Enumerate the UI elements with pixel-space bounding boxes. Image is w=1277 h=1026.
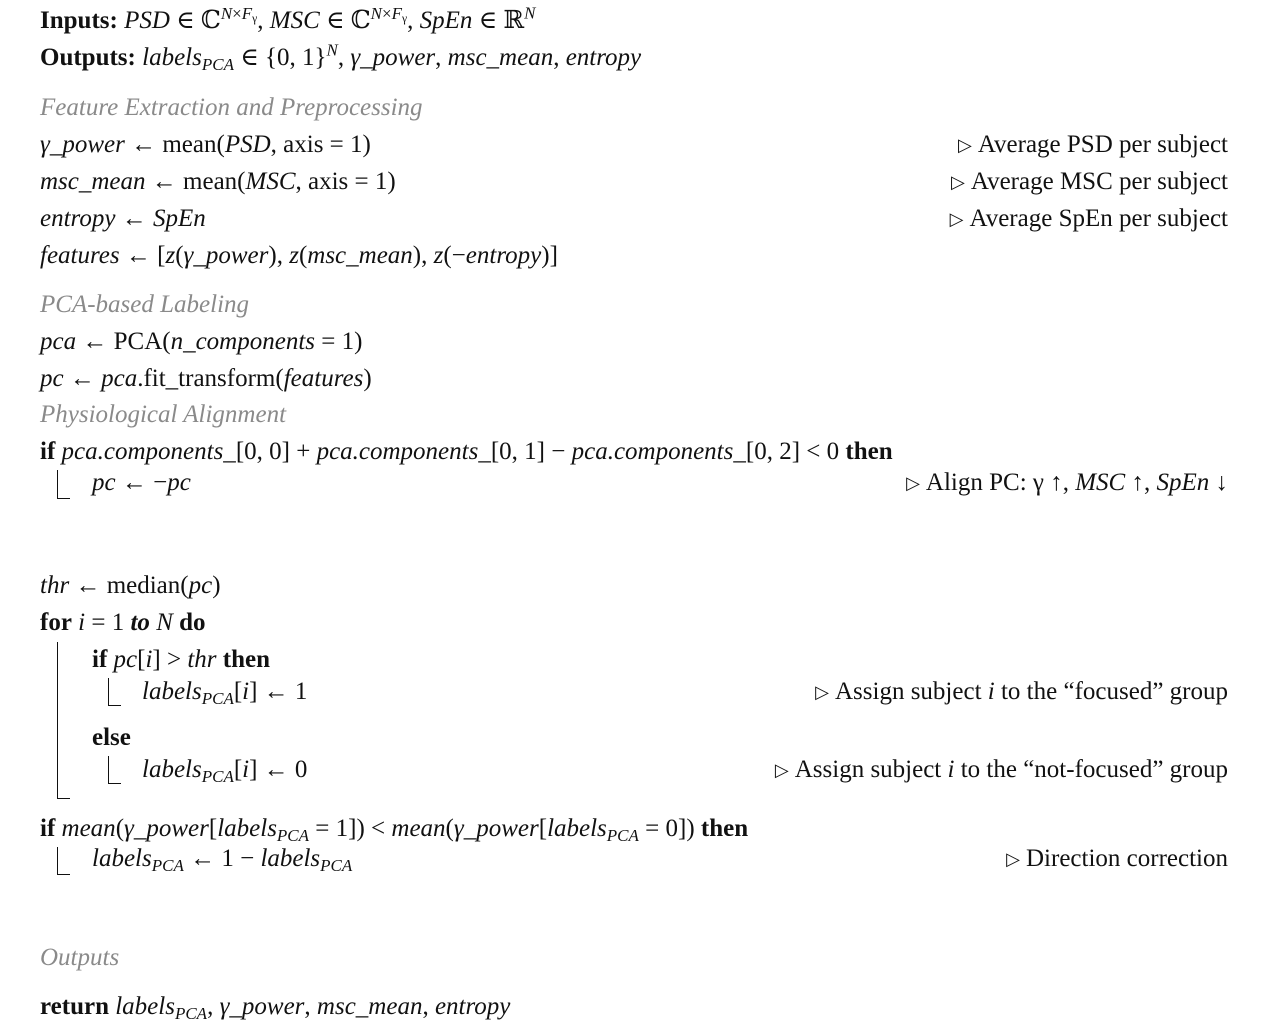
comment-triangle-icon: ▷ [949, 209, 964, 229]
comment-triangle-icon: ▷ [815, 682, 829, 702]
threshold-line: thr ← median(pc) [40, 572, 221, 599]
comment-triangle-icon: ▷ [957, 135, 972, 155]
pc-line: pc ← pca.fit_transform(features) [40, 365, 372, 392]
comment-msc: ▷ Average MSC per subject [951, 168, 1228, 195]
inner-if-line: if pc[i] > thr then [92, 646, 271, 673]
else-line: else [92, 724, 131, 751]
for-block-end [57, 798, 70, 799]
entropy-line: entropy ← SpEn ▷ Average SpEn per subject [40, 202, 1228, 236]
for-block-line [57, 642, 58, 798]
if-block-end [108, 705, 121, 706]
comment-not-focused: ▷ Assign subject i to the “not-focused” group [774, 756, 1228, 783]
section-physiological-alignment: Physiological Alignment [40, 401, 287, 428]
comment-triangle-icon: ▷ [1006, 849, 1020, 869]
comment-triangle-icon: ▷ [951, 172, 965, 192]
features-line: features ← [z(γ_power), z(msc_mean), z(−entropy)] [40, 242, 558, 269]
align-if-line: if pca.components_[0, 0] + pca.components_[0, 1] − pca.components_[0, 2] < 0 then [40, 438, 893, 465]
inputs-line: Inputs: PSD ∈ ℂ$^{N\times F_\gamma}$, MSC ∈ ℂ$^{N\times F_\gamma}$, SpEn ∈ ℝ$^N$ [40, 3, 536, 34]
outputs-line: Outputs: labels$_{PCA}$ ∈ {0, 1}$^N$, γ_power, msc_mean, entropy [40, 40, 642, 74]
for-line: for i = 1 to N do [40, 609, 206, 636]
else-block-end [108, 783, 121, 784]
section-outputs: Outputs [40, 944, 120, 971]
negate-pc-line: pc ← −pc ▷ Align PC: γ ↑, MSC ↑, SpEn ↓ [92, 466, 1228, 500]
direction-if-line: if mean(γ_power[labels$_{PCA}$ = 1]) < mean(γ_power[labels$_{PCA}$ = 0]) then [40, 815, 749, 845]
comment-spen: ▷ Average SpEn per subject [949, 205, 1228, 232]
comment-align-pc: ▷ Align PC: γ ↑, MSC ↑, SpEn ↓ [906, 469, 1228, 496]
return-line: return labels$_{PCA}$, γ_power, msc_mean, entropy [40, 993, 511, 1023]
flip-labels-line: labels$_{PCA}$ ← 1 − labels$_{PCA}$ ▷ Direction correction [92, 842, 1228, 876]
direction-block-end [57, 874, 70, 875]
direction-block-line [57, 847, 58, 874]
inputs-keyword: Inputs: [40, 7, 118, 34]
assign-not-focused-line: labels$_{PCA}$[i] ← 0 ▷ Assign subject i to the “not-focused” group [142, 753, 1228, 787]
assign-focused-line: labels$_{PCA}$[i] ← 1 ▷ Assign subject i to the “focused” group [142, 675, 1228, 709]
else-block-line [108, 756, 109, 783]
comment-triangle-icon: ▷ [906, 473, 920, 493]
comment-direction: ▷ Direction correction [1006, 845, 1228, 872]
msc-mean-line: msc_mean ← mean(MSC, axis = 1) ▷ Average MSC per subject [40, 165, 1228, 199]
section-pca-labeling: PCA-based Labeling [40, 291, 250, 318]
pca-line: pca ← PCA(n_components = 1) [40, 328, 363, 355]
outputs-keyword: Outputs: [40, 44, 136, 71]
comment-psd: ▷ Average PSD per subject [957, 131, 1228, 158]
comment-triangle-icon: ▷ [774, 760, 789, 780]
comment-focused: ▷ Assign subject i to the “focused” group [815, 678, 1228, 705]
block-line [57, 470, 58, 498]
section-feature-extraction: Feature Extraction and Preprocessing [40, 94, 423, 121]
block-end [57, 498, 70, 499]
gamma-power-line: γ_power ← mean(PSD, axis = 1) ▷ Average PSD per subject [40, 128, 1228, 162]
if-block-line [108, 678, 109, 705]
